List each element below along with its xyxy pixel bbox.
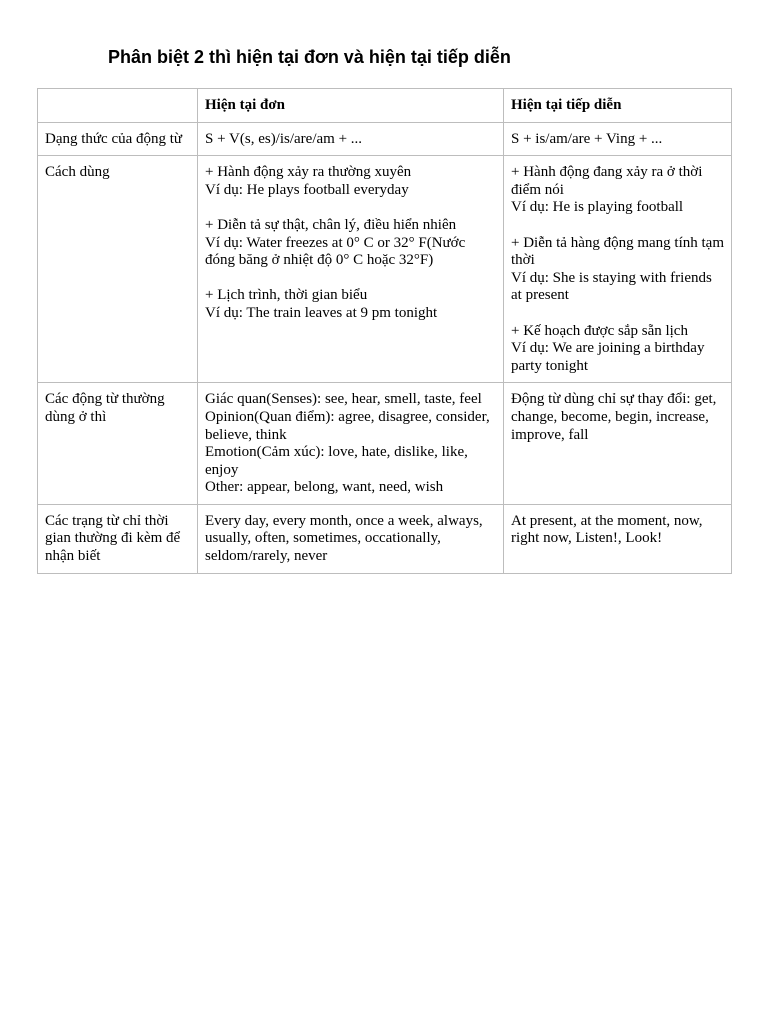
present-continuous-cell <box>504 383 732 505</box>
comparison-table <box>37 88 732 574</box>
table-row <box>38 122 732 156</box>
row-label-text: Các trạng từ chỉ thời gian thường đi kèm để nhận biết <box>45 512 181 565</box>
table-header-row <box>38 89 732 123</box>
row-label <box>38 504 198 573</box>
header-corner <box>38 89 198 123</box>
present-simple-text: + Hành động xảy ra thường xuyên Ví dụ: He plays football everyday + Diễn tả sự thật, chân lý, điều hiển nhiên Ví dụ: Water freezes at 0° C or 32° F(Nước đóng băng ở nhiệt độ 0° C hoặc 32°F) + Lịch trình, thời gian biểu Ví dụ: The train leaves at 9 pm tonight <box>205 164 466 321</box>
row-label <box>38 383 198 505</box>
present-continuous-text: S + is/am/are + Ving + ... <box>511 130 663 147</box>
row-label <box>38 156 198 383</box>
table-row <box>38 504 732 573</box>
header-present-simple: Hiện tại đơn <box>198 89 504 123</box>
row-label-text: Dạng thức của động từ <box>45 130 183 147</box>
present-continuous-text: At present, at the moment, now, right now, Listen!, Look! <box>511 512 703 547</box>
table-row <box>38 156 732 383</box>
present-simple-cell <box>198 122 504 156</box>
row-label <box>38 122 198 156</box>
present-simple-text: S + V(s, es)/is/are/am + ... <box>205 130 363 147</box>
row-label-text: Các động từ thường dùng ở thì <box>45 391 165 425</box>
row-label-text: Cách dùng <box>45 164 110 181</box>
present-continuous-text: + Hành động đang xảy ra ở thời điểm nói Ví dụ: He is playing football + Diễn tả hàng động mang tính tạm thời Ví dụ: She is staying with friends at present + Kế hoạch được sắp sẵn lịch Ví dụ: We are joining a birthday party tonight <box>511 164 725 374</box>
present-continuous-cell <box>504 156 732 383</box>
present-continuous-text: Động từ dùng chỉ sự thay đổi: get, change, become, begin, increase, improve, fall <box>511 391 717 443</box>
present-simple-text: Giác quan(Senses): see, hear, smell, taste, feel Opinion(Quan điểm): agree, disagree, consider, believe, think Emotion(Cảm xúc): love, hate, dislike, like, enjoy Other: appear, belong, want, need, wish <box>205 391 490 496</box>
header-present-continuous: Hiện tại tiếp diễn <box>504 89 732 123</box>
present-continuous-cell <box>504 122 732 156</box>
present-simple-cell <box>198 383 504 505</box>
table-row <box>38 383 732 505</box>
present-simple-cell <box>198 504 504 573</box>
present-continuous-cell <box>504 504 732 573</box>
present-simple-cell <box>198 156 504 383</box>
page-title: Phân biệt 2 thì hiện tại đơn và hiện tại tiếp diễn <box>108 47 511 67</box>
present-simple-text: Every day, every month, once a week, always, usually, often, sometimes, occationally, seldom/rarely, never <box>205 512 483 565</box>
